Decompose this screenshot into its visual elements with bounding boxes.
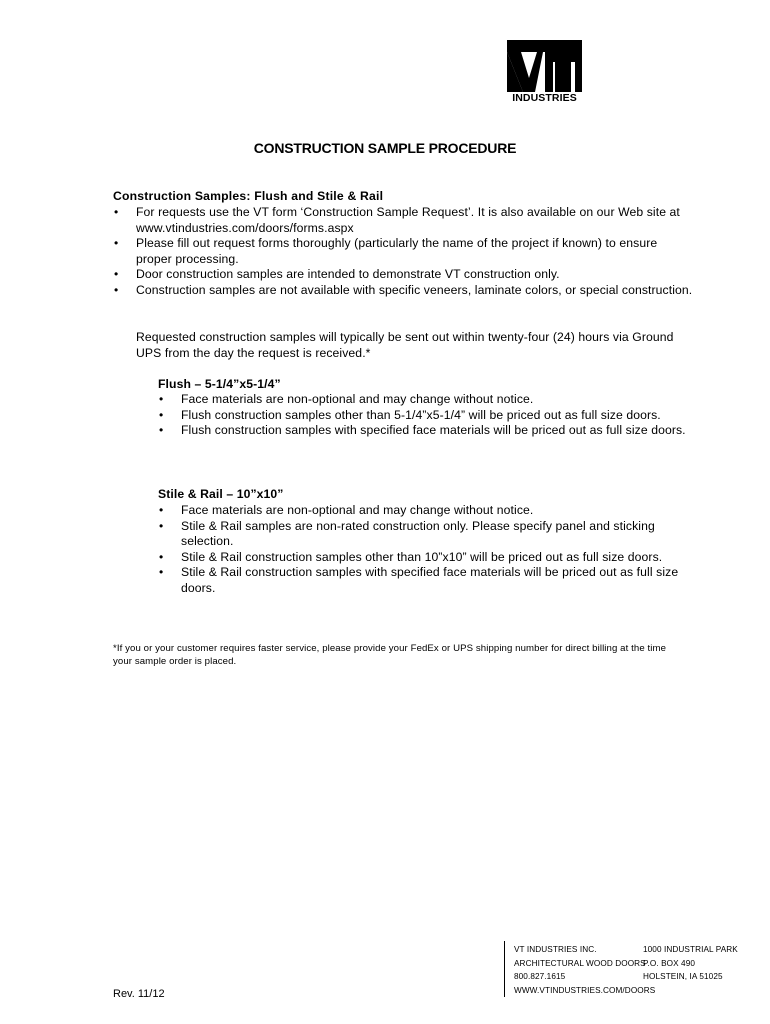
vt-logo-mark: [507, 40, 582, 92]
list-item: [159, 549, 701, 566]
bullet-icon: •: [159, 503, 164, 517]
bullet-icon: •: [159, 565, 164, 580]
list-item: [159, 423, 701, 439]
section-heading: Construction Samples: Flush and Stile & Rail: [113, 189, 384, 203]
bullet-icon: •: [114, 205, 119, 219]
company-name: VT INDUSTRIES INC.: [514, 945, 597, 954]
list-item: [159, 503, 701, 519]
company-division: ARCHITECTURAL WOOD DOORS: [514, 958, 646, 968]
address-left-block: [514, 943, 655, 997]
company-logo: [507, 40, 582, 106]
list-item: [114, 205, 696, 236]
list-item-text: Stile & Rail construction samples with specified face materials will be priced out as full size doors.: [181, 565, 679, 595]
list-item: [159, 407, 701, 424]
bullet-icon: •: [114, 236, 119, 251]
list-item: [159, 392, 701, 408]
list-item-text: Door construction samples are intended to demonstrate VT construction only.: [136, 267, 560, 282]
bullet-icon: •: [159, 423, 164, 438]
bullet-icon: •: [159, 518, 164, 533]
flush-heading: Flush – 5-1/4”x5-1/4”: [158, 377, 281, 391]
list-item: [114, 236, 696, 267]
list-item-text: Stile & Rail construction samples other than 10”x10” will be priced out as full size doors.: [181, 549, 663, 564]
list-item-text: Face materials are non-optional and may change without notice.: [181, 503, 534, 517]
website-url: WWW.VTINDUSTRIES.COM/DOORS: [514, 985, 656, 995]
street-address: 1000 INDUSTRIAL PARK: [643, 945, 738, 954]
bullet-icon: •: [159, 407, 164, 422]
address-divider: [504, 941, 505, 997]
list-item-text: Construction samples are not available with specific veneers, laminate colors, or special construction.: [136, 282, 693, 297]
list-item: [159, 565, 701, 596]
general-bullet-list: [114, 205, 696, 299]
bullet-icon: •: [159, 392, 164, 406]
bullet-icon: •: [159, 549, 164, 564]
flush-bullet-list: [159, 392, 701, 439]
footnote: *If you or your customer requires faster service, please provide your FedEx or UPS shipping number for direct billing at the time your sample order is placed.: [113, 643, 667, 668]
list-item: [114, 267, 696, 283]
page-title: CONSTRUCTION SAMPLE PROCEDURE: [253, 140, 517, 156]
list-item-text: For requests use the VT form ‘Construction Sample Request’. It is also available on our Web site at www.vtindustries.com/doors/forms.aspx: [136, 205, 680, 235]
bullet-icon: •: [114, 282, 119, 297]
revision-label: Rev. 11/12: [113, 988, 165, 1000]
bullet-icon: •: [114, 267, 119, 282]
list-item-text: Flush construction samples other than 5-1/4”x5-1/4” will be priced out as full size doors.: [181, 407, 661, 422]
list-item-text: Stile & Rail samples are non-rated construction only. Please specify panel and sticking selection.: [181, 518, 655, 549]
phone-number: 800.827.1615: [514, 972, 566, 982]
list-item-text: Please fill out request forms thoroughly (particularly the name of the project if known) to ensure proper processing.: [136, 236, 658, 266]
city-state-zip: HOLSTEIN, IA 51025: [643, 972, 723, 982]
shipping-paragraph: Requested construction samples will typically be sent out within twenty-four (24) hours via Ground UPS from the day the request is received.*: [136, 330, 674, 360]
po-box: P.O. BOX 490: [643, 958, 696, 968]
list-item-text: Face materials are non-optional and may change without notice.: [181, 392, 534, 406]
stile-rail-bullet-list: [159, 503, 701, 597]
address-right-block: [643, 943, 738, 984]
list-item-text: Flush construction samples with specified face materials will be priced out as full size doors.: [181, 423, 686, 438]
logo-company-name: INDUSTRIES: [512, 92, 577, 104]
list-item: [159, 518, 701, 550]
stile-rail-heading: Stile & Rail – 10”x10”: [158, 487, 284, 501]
list-item: [114, 282, 696, 299]
